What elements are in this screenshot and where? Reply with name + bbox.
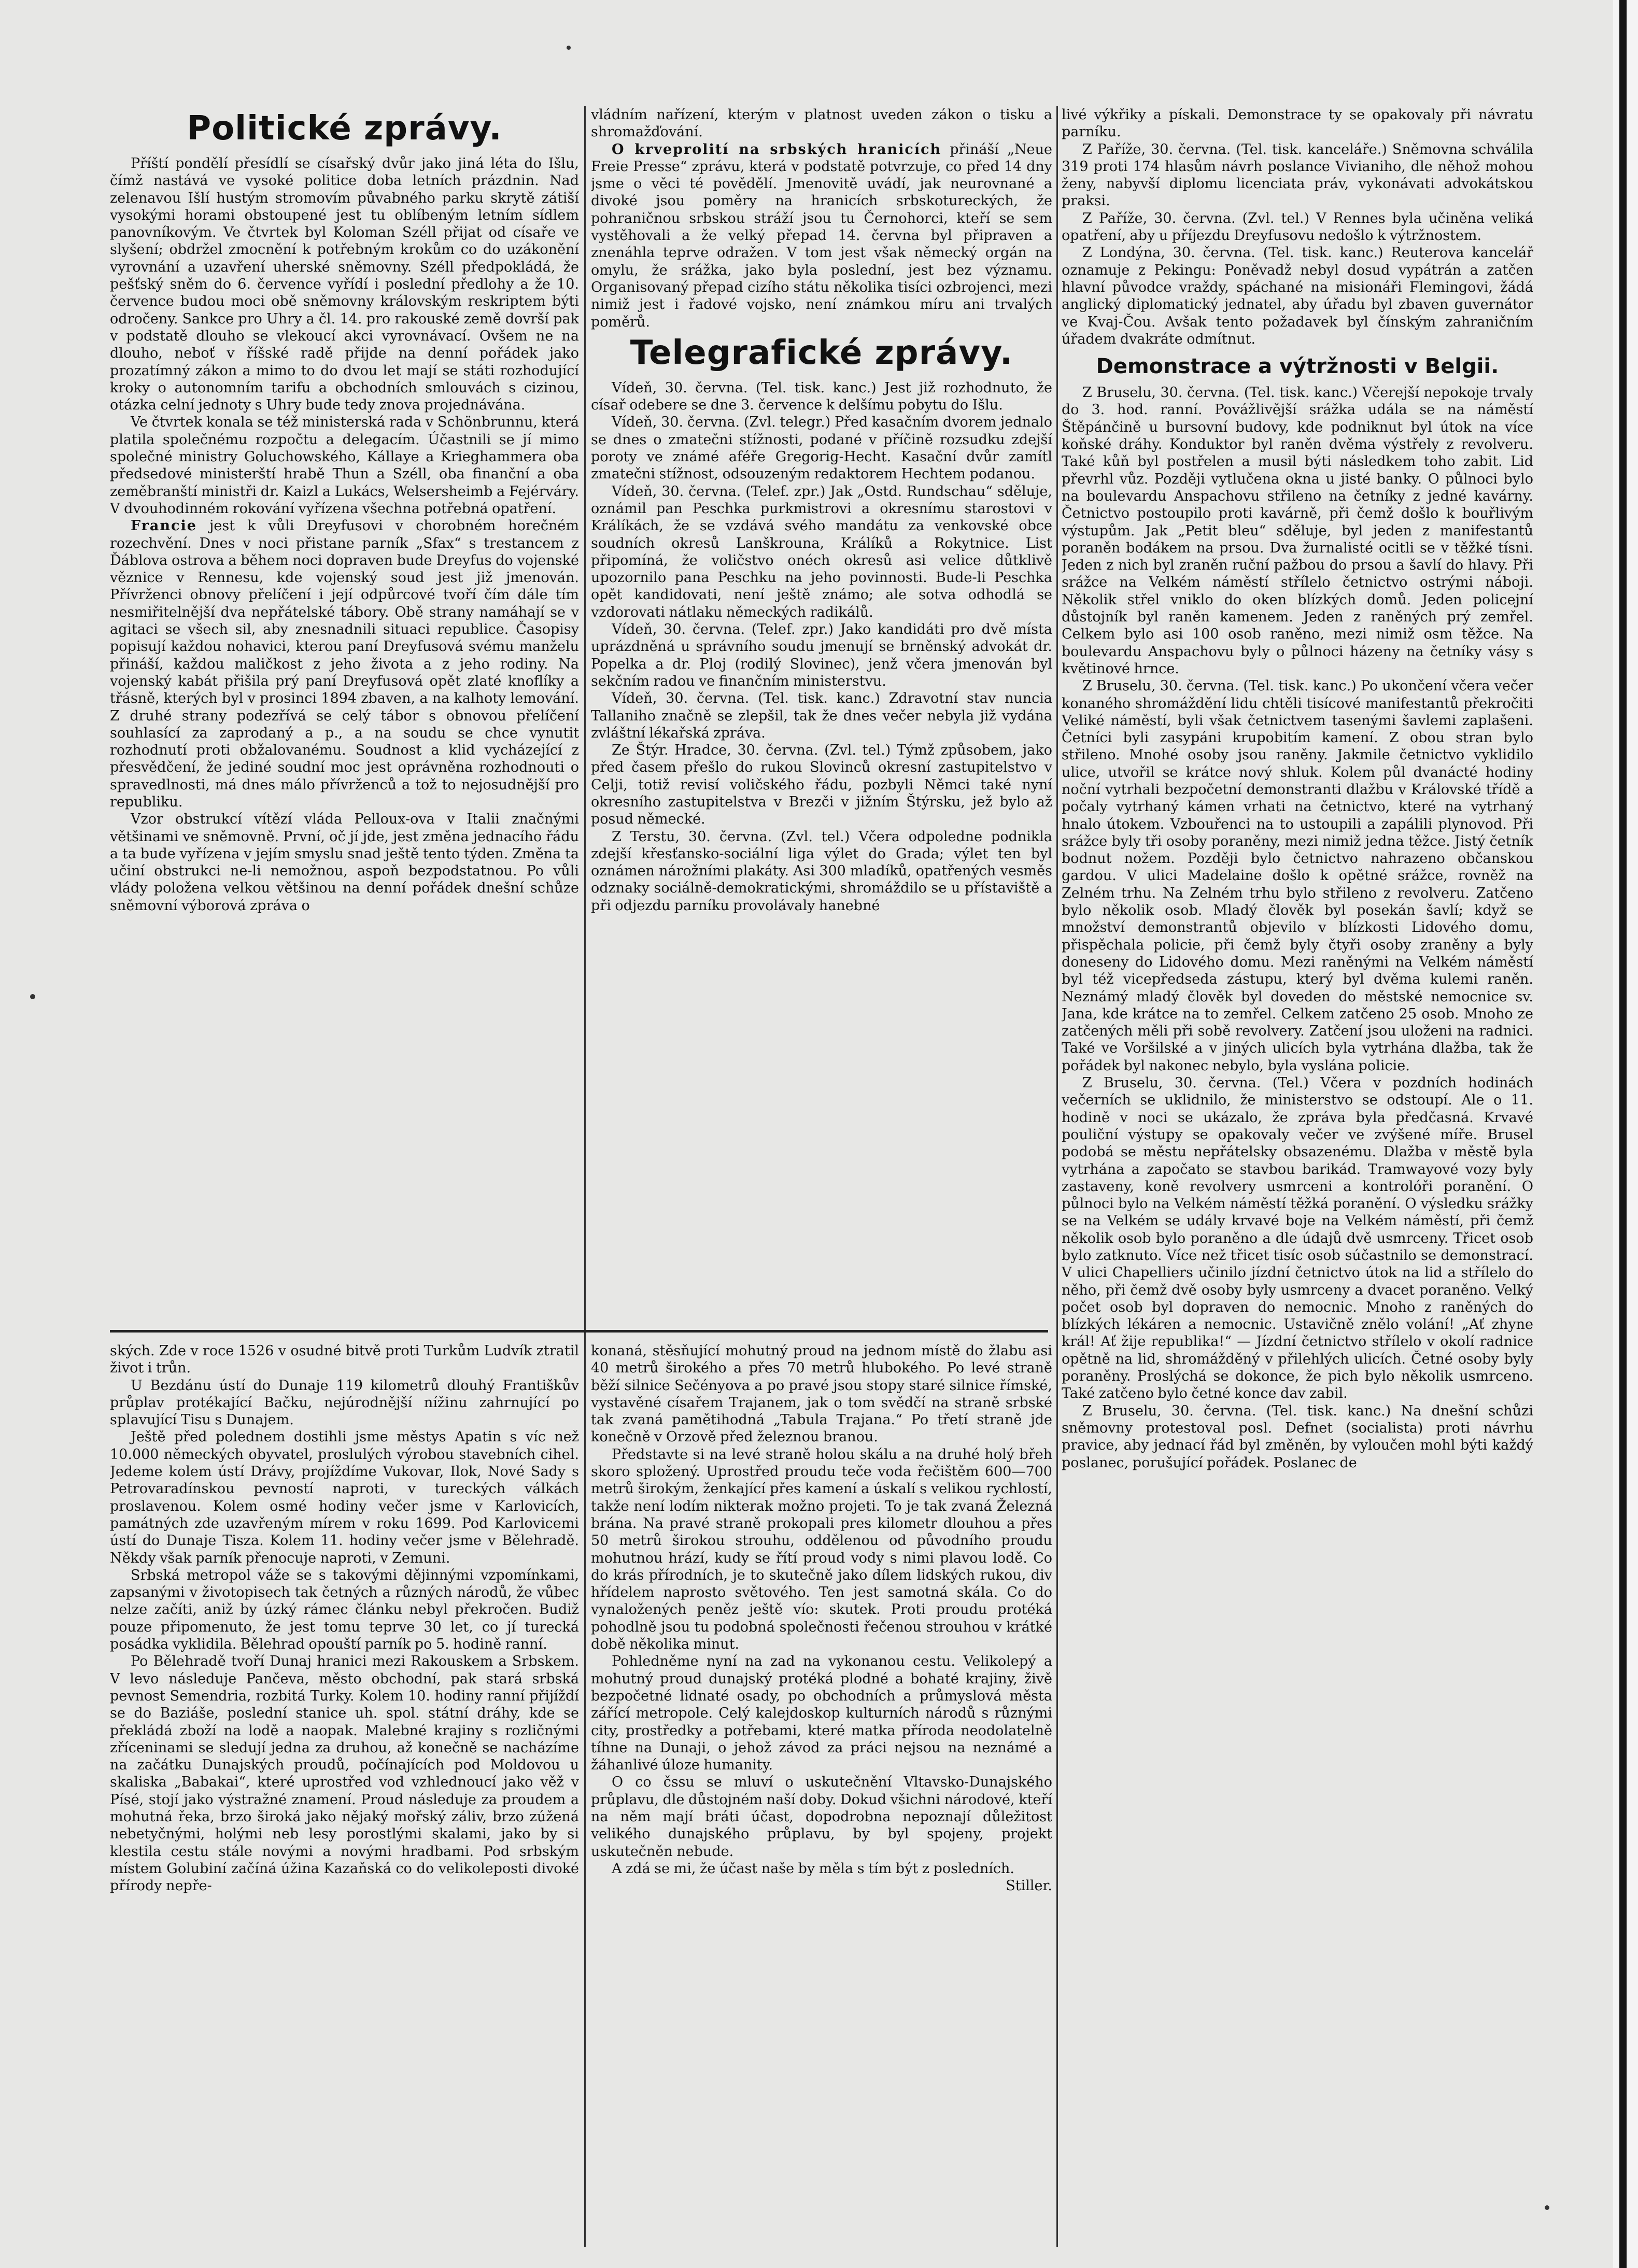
section-divider [110, 1330, 1048, 1333]
paragraph: vládním nařízení, kterým v platnost uveden zákon o tisku a shromažďování. [591, 107, 1052, 140]
column-telegraph [591, 106, 1052, 1324]
telegram: Vídeň, 30. června. (Telef. zpr.) Jako kandidáti pro dvě místa uprázdněná u správního soudu jmenují se brněnský advokát dr. Popelka a dr. Ploj (rodilý Slovinec), jenž včera jmenován byl sekčním radou ve finančním ministerstvu. [591, 621, 1052, 689]
telegram: Vídeň, 30. června. (Tel. tisk. kanc.) Zdravotní stav nuncia Tallaniho značně se zlepšil, tak že dnes večer nebyla již vydána zvláštní lékařská zpráva. [591, 690, 1052, 741]
paragraph: Pohledněme nyní na zad na vykonanou cestu. Velikolepý a mohutný proud dunajský protéká plodné a bohaté krajiny, živě bezpočetné lidnaté osady, po obchodních a průmyslová města zářící metropole. Celý kalejdoskop kulturních národů s různými city, prostředky a potřebami, které matka příroda neodolatelně tíhne na Dunaji, o jehož závod za práci nejsou na neznámé a žáhanlivé úloze humanity. [591, 1653, 1052, 1774]
paragraph: konaná, stěsňující mohutný proud na jednom místě do žlabu asi 40 metrů širokého a přes 70 metrů hlubokého. Po levé straně běží silnice Sečényova a po pravé jsou stopy staré silnice římské, vystavěné císařem Trajanem, jak o tom svědčí na straně srbské tak zvaná pamětihodná „Tabula Trajana.“ Po třetí straně jde konečně v Orzově před železnou branou. [591, 1343, 1052, 1445]
paragraph: Představte si na levé straně holou skálu a na druhé holý břeh skoro spložený. Uprostřed proudu teče voda řečištěm 600—700 metrů širokým, ženkající přes kamení a úskalí s velikou rychlostí, takže není lodím nikterak možno projeti. To je tak zvaná Železná brána. Na pravé straně prokopali pres kilometr dlouhou a přes 50 metrů širokou strouhu, oddělenou od původního proudu mohutnou hrází, kudy se řítí proud vody s nimi plavou lodě. Co do krás přírodních, je to skutečně jako dílem lidských rukou, div hřídelem naprosto světového. Ten jest samotná skála. Co do vynaložených peněz ještě vío: skutek. Proti proudu protéká pohodlně jsou tu podobná společnosti řečenou strouhou v krátké době několika minut. [591, 1446, 1052, 1653]
paragraph: O co čssu se mluví o uskutečnění Vltavsko-Dunajského průplavu, dle důstojném naší doby. Dokud všichni národové, kteří na něm mají bráti účast, dopodrobna nepoznají důležitost velikého dunajského průplavu, by byl spojeny, projekt uskutečněn nebude. [591, 1774, 1052, 1860]
telegram: Z Bruselu, 30. června. (Tel. tisk. kanc.) Na dnešní schůzi sněmovny protestoval posl. Defnet (socialista) proti návrhu pravice, aby jednací řád byl změněn, by vyloučen mohl býti každý poslanec, porušující pořádek. Poslanec de [1062, 1402, 1533, 1471]
telegram: Z Bruselu, 30. června. (Tel. tisk. kanc.) Včerejší nepokoje trvaly do 3. hod. ranní. Povážlivější srážka udála se na náměstí Štěpánčině u bursovní budovy, kde podniknut byl útok na více koňské dráhy. Konduktor byl raněn dvěma výstřely z revolveru. Také kůň byl postřelen a musil býti následkem toho zabit. Lid převrhl vůz. Později vytlučena okna u jisté banky. O půlnoci bylo na boulevardu Anspachovu střileno na četníky z jedné kavárny. Četnictvo postoupilo proti kavárně, při čemž došlo k bouřlivým výstupům. Jak „Petit bleu“ sděluje, byl jeden z manifestantů poraněn bodákem na prsou. Dva žurnalisté ocitli se v těžké tísni. Jeden z nich byl zraněn ruční pažbou do prsou a šavlí do hlavy. Při srážce na Velkém náměstí střílelo četnictvo ostrými náboji. Několik střel vniklo do oken blízkých domů. Jeden policejní důstojník byl raněn kamenem. Jeden z raněných prý zemřel. Celkem bylo asi 100 osob raněno, mezi nimiž osm těžce. Na boulevardu Anspachovu byly o půlnoci házeny na četníky vásy s květinové hrnce. [1062, 385, 1533, 677]
section-heading: Telegrafické zprávy. [630, 333, 1013, 372]
paragraph: Ve čtvrtek konala se též ministerská rada v Schönbrunnu, která platila společnému rozpočtu a delegacím. Účastnili se jí mimo společné ministry Goluchowského, Kállaye a Krieghammera oba předsedové ministerští hrabě Thun a Széll, oba finanční a oba zeměbranští ministři dr. Kaizl a Lukács, Welsersheimb a Fejérváry. V dvouhodinném rokování vyřízena všechna potřebná opatření. [110, 414, 579, 517]
page-edge [1613, 0, 1638, 2268]
paragraph: U Bezdánu ústí do Dunaje 119 kilometrů dlouhý Františkův průplav protékající Bačku, nejúrodnější nížinu zahrnující po splavující Tisu s Dunajem. [110, 1377, 579, 1428]
paragraph: Vzor obstrukcí vítězí vláda Pelloux-ova v Italii značnými většinami ve sněmovně. První, oč jí jde, jest změna jednacího řádu a ta bude vyřízena v jejím smyslu snad ještě tento týden. Změna ta učiní obstrukci ne-li nemožnou, aspoň bezpodstatnou. Po vůli vlády položena velkou většinou na denní pořádek dnešní schůze sněmovní výborová zpráva o [110, 811, 579, 914]
telegram: Z Bruselu, 30. června. (Tel. tisk. kanc.) Po ukončení včera večer konaného shromáždění lidu chtěli tisícové manifestantů překročiti Veliké náměstí, byli však četnictvem tasenými šavlemi zaplašeni. Četníci byli zasypáni krupobitím kamení. Z obou stran bylo střileno. Mnohé osoby jsou raněny. Jakmile četnictvo vyklidilo ulice, utvořil se krátce nový shluk. Kolem půl dvanácté hodiny noční vytrhali bezpočetní demonstranti dlažbu v Královské třídě a počaly vytrhaný kámen vrhati na četnictvo, které na vytrhaný hnalo útokem. Vzbouřenci na to ustoupili a zapálili plynovod. Při srážce byly tři osoby poraněny, mezi nimiž jedna těžce. Jistý četník bodnut nožem. Později bylo četnictvo nahrazeno občanskou gardou. V ulici Madelaine došlo k opětné srážce, rovněž na Zelném trhu. Na Zelném trhu bylo střileno z revolveru. Zatčeno bylo několik osob. Mladý člověk byl posekán šavlí; když se množství demonstrantů objevilo v blízkosti Lidového domu, přispěchala policie, při čemž byly čtyři osoby zraněny a byly doneseny do Lidového domu. Mezi raněnými na Velkém náměstí byl též vicepředseda zástupu, který byl dvěma kulemi raněn. Neznámý mladý člověk byl doveden do městské nemocnice sv. Jana, kde krátce na to zemřel. Celkem zatčeno 25 osob. Mnoho ze zatčených měli při sobě revolvery. Zatčení jsou uloženi na radnici. Také ve Voršilské a v jiných ulicích byla vytrhána dlažba, tak že pořádek byl nakonec nebylo, byla vyslána policie. [1062, 678, 1533, 1074]
ink-speck [1545, 2205, 1549, 2210]
paragraph: O krveprolití na srbských hranicích přináší „Neue Freie Presse“ zprávu, která v podstatě potvrzuje, co před 14 dny jsme o věci té povědělí. Jmenovitě uvádí, jak neurovnané a divoké jsou poměry na hranicích srbskotureckých, že pohraničnou srbskou stráží jsou tu Černohorci, kteří se sem vystěhovali a že velký přepad 14. června byl připraven a znenáhla teprve odražen. V tom jest však německý orgán na omylu, že srážka, jako byla poslední, jest bez významu. Organisovaný přepad cizího státu několika tisíci ozbrojenci, mezi nimiž jest i řadové vojsko, není známkou míru ani trvalých poměrů. [591, 141, 1052, 330]
section-heading: Demonstrace a výtržnosti v Belgii. [1096, 355, 1499, 379]
telegram: Vídeň, 30. června. (Tel. tisk. kanc.) Jest již rozhodnuto, že císař odebere se dne 3. července k delšímu pobytu do Išlu. [591, 379, 1052, 414]
telegram: Ze Štýr. Hradce, 30. června. (Zvl. tel.) Týmž způsobem, jako před časem přešlo do rukou Slovinců okresní zastupitelstvo v Celji, totiž revisí voličského řádu, pozbyli Němci také nyní okresního zastupitelstva v Brezči v jižním Štýrsku, jež bylo až posud německé. [591, 742, 1052, 828]
paragraph: Příští pondělí přesídlí se císařský dvůr jako jiná léta do Išlu, čímž nastává ve vysoké politice doba letních prázdnin. Nad zelenavou Išlí hustým stromovím půvabného parku skrytě zátiší vysokými horami obstoupené jest tu oblíbeným letním sídlem panovníkovým. Ve čtvrtek byl Koloman Széll přijat od císaře ve slyšení; obdržel zmocnění k potřebným krokům co do uzákonění vyrovnání a uzavření uherské sněmovny. Széll předpokládá, že pešťský sněm do 6. července vyřídí i poslední předlohy a že 10. července budou moci obě sněmovny královským reskriptem býti odročeny. Sankce pro Uhry a čl. 14. pro rakouské země dovrší pak v podstatě dlouho se vlekoucí akci vyrovnávací. Ovšem ne na dlouho, neboť v říšské radě přijde na denní pořádek jako prozatímný zákon a mimo to do dvou let mají se státi rozhodující kroky o autonomním tarifu a obchodních smlouvách s cizinou, otázka celní jednoty s Uhry bude tedy znova projednávána. [110, 155, 579, 414]
paragraph: Srbská metropol váže se s takovými dějinnými vzpomínkami, zapsanými v životopisech tak četných a různých národů, že vůbec nelze začíti, aniž by úzký rámec článku nebyl překročen. Budiž pouze připomenuto, že jest tomu teprve 30 let, co jí turecká posádka vyklidila. Bělehrad opouští parník po 5. hodině ranní. [110, 1567, 579, 1653]
lead-word: Francie [131, 518, 197, 534]
paragraph: ských. Zde v roce 1526 v osudné bitvě proti Turkům Ludvík ztratil život i trůn. [110, 1343, 579, 1377]
section-heading: Politické zprávy. [187, 109, 502, 148]
lead-word: O krveprolití na srbských hranicích [612, 141, 942, 158]
ink-speck [567, 46, 571, 50]
column-rule [1056, 106, 1058, 2247]
column-belgium [1062, 106, 1533, 2247]
paragraph: Po Bělehradě tvoří Dunaj hranici mezi Rakouskem a Srbskem. V levo následuje Pančeva, město obchodní, pak stará srbská pevnost Semendria, rozbitá Turky. Kolem 10. hodiny ranní přijíždí se do Baziáše, poslední stanice uh. spol. státní dráhy, kde se překládá zboží na lodě a naopak. Malebné krajiny s rozličnými zříceninami se sledují jedna za druhou, až konečně se nacházíme na začátku Dunajských proudů, počínajících pod Moldovou u skaliska „Babakai“, které uprostřed vod vzhlednoucí jako věž v Písé, stojí jako výstražné znamení. Proud následuje za proudem a mohutná řeka, brzo široká jako nějaký mořský záliv, brzo zúžená nebetyčnými, holými neb lesy porostlými skalami, jako by si klestila cestu stále novými a novými hradbami. Pod srbským místem Golubiní začíná úžina Kazaňská co do velikoleposti divoké přírody nepře- [110, 1653, 579, 1894]
ink-speck [30, 994, 35, 999]
paragraph: A zdá se mi, že účast naše by měla s tím být z posledních. [612, 1860, 1014, 1877]
paragraph: Ještě před polednem dostihli jsme městys Apatin s víc než 10.000 německých obyvatel, proslulých výrobou stavebních cihel. Jedeme kolem ústí Drávy, projíždíme Vukovar, Ilok, Nové Sady s Petrovaradínskou pevností naproti, v tureckých válkách proslavenou. Kolem osmé hodiny večer jsme v Karlovicích, památných zde uzavřeným mírem v roku 1699. Pod Karlovicemi ústí do Dunaje Tisza. Kolem 11. hodiny večer jsme v Bělehradě. Někdy však parník přenocuje naproti, v Zemuni. [110, 1429, 579, 1566]
paragraph: Francie jest k vůli Dreyfusovi v chorobném horečném rozechvění. Dnes v noci přistane parník „Sfax“ s trestancem z Ďáblova ostrova a během noci dopraven bude Dreyfus do vojenské věznice v Rennesu, kde vojenský soud jest již jmenován. Přívrženci obnovy přelíčení i její odpůrcové tvoří čím dále tím nesmiřitelnější dva nepřátelské tábory. Obě strany namáhají se v agitaci se všech sil, aby znesnadnili situaci republice. Časopisy popisují každou nohavici, kterou paní Dreyfusová svému manželu přináší, každou maličkost z jeho života a z jeho rodiny. Na vojenský kabát přišila prý paní Dreyfusová opět zlaté knoflíky a třásně, kterých byl v prosinci 1894 zbaven, a na kalhoty lemování. Z druhé strany podezřívá se celý tábor s obnovou přelíčení souhlasící za zaprodaný a p., a na soudu se chce vynutit rozhodnutí proti obžalovanému. Soudnost a klid vycházející z přesvědčení, že jediné soudní moc jest oprávněna rozhodnouti o spravedlnosti, má dnes málo přívrženců a tož to nejosudnější pro republiku. [110, 518, 579, 810]
telegram: Z Bruselu, 30. června. (Tel.) Včera v pozdních hodinách večerních se uklidnilo, že ministerstvo se odstoupí. Ale o 11. hodině v noci se ukázalo, že zpráva byla předčasná. Krvavé pouliční výstupy se opakovaly večer ve zvýšené míře. Brusel podobá se městu nepřátelsky obsazenému. Dlažba v městě byla vytrhána a započato se stavbou barikád. Tramwayové vozy byly zastaveny, koně revolvery usmrceni a kontrolóři poranění. O půlnoci bylo na Velkém náměstí těžká poranění. O výsledku srážky se na Velkém se udály krvavé boje na Velkém náměstí, při čemž několik osob bylo poraněno a dle údajů dvě usmrceny. Třicet osob bylo zatknuto. Více než třicet tisíc osob súčastnilo se demonstrací. V ulici Chapelliers učinilo jízdní četnictvo útok na lid a střílelo do něho, při čemž dvě osoby byly usmrceny a dvacet poraněno. Velký počet osob byl dopraven do nemocnic. Mnoho z raněných do blízkých lékáren a nemocnic. Ustavičně znělo volání! „Ať zhyne král! Ať žije republika!“ — Jízdní četnictvo střílelo v okolí radnice opětně na lid, shromážděný v přilehlých ulicích. Četné osoby byly poraněny. Proslýchá se dokonce, že pich bylo několik usmrceno. Také zatčeno bylo četné konce dav zabil. [1062, 1075, 1533, 1402]
column-rule [584, 106, 586, 2247]
telegram: Z Londýna, 30. června. (Tel. tisk. kanc.) Reuterova kancelář oznamuje z Pekingu: Poněvadž nebyl dosud vypátrán a zatčen hlavní původce vraždy, spáchané na misionáři Flemingovi, žádá anglický diplomatický jednatel, aby úřadu byl zbaven guvernátor ve Kvaj-Čou. Avšak tento požadavek byl čínským zahraničním úřadem dvakráte odmítnut. [1062, 245, 1533, 347]
telegram: Z Paříže, 30. června. (Tel. tisk. kanceláře.) Sněmovna schválila 319 proti 174 hlasům návrh poslance Vivianiho, dle něhož mohou ženy, nabyvší diplomu licenciata práv, vykonávati advokátskou praksi. [1062, 141, 1533, 209]
telegram: Vídeň, 30. června. (Zvl. telegr.) Před kasačním dvorem jednalo se dnes o zmatečni stížnosti, podané v příčině rozsudku zdejší poroty ve známé aféře Gregorig-Hecht. Kasační dvůr zamítl zmatečni stížnost, odsouzeným redaktorem Hechtem podanou. [591, 414, 1052, 483]
column-travel-left [110, 1342, 579, 2247]
telegram: Vídeň, 30. června. (Telef. zpr.) Jak „Ostd. Rundschau“ sděluje, oznámil pan Peschka purkmistrovi a okresnímu starostovi v Králíkách, že se vzdává svého mandátu za venkovské obce soudních okresů Lanškrouna, Králíků a Rokytnice. List připomíná, že voličstvo onéch okresů asi velice důtklivě upozornilo pana Peschku na jeho povinnosti. Bude-li Peschka opět kandidovati, není ještě známo; ale sotva odhodlá se vzdorovati nátlaku německých radikálů. [591, 483, 1052, 620]
paragraph: livé výkřiky a pískali. Demonstrace ty se opakovaly při návratu parníku. [1062, 107, 1533, 140]
column-travel-right [591, 1342, 1052, 2247]
telegram: Z Terstu, 30. června. (Zvl. tel.) Včera odpoledne podnikla zdejší křesťansko-sociální liga výlet do Grada; výlet ten byl oznámen nárožními plakáty. Asi 300 mladíků, opatřených vesměs odznaky sociálně-demokratickými, shromáždilo se u přístaviště a při odjezdu parníku provolávaly hanebné [591, 828, 1052, 914]
author-signature: Stiller. [1006, 1878, 1052, 1894]
column-politics [110, 106, 579, 1324]
telegram: Z Paříže, 30. června. (Zvl. tel.) V Rennes byla učiněna veliká opatření, aby u příjezdu Dreyfusovu nedošlo k výtržnostem. [1062, 210, 1533, 244]
